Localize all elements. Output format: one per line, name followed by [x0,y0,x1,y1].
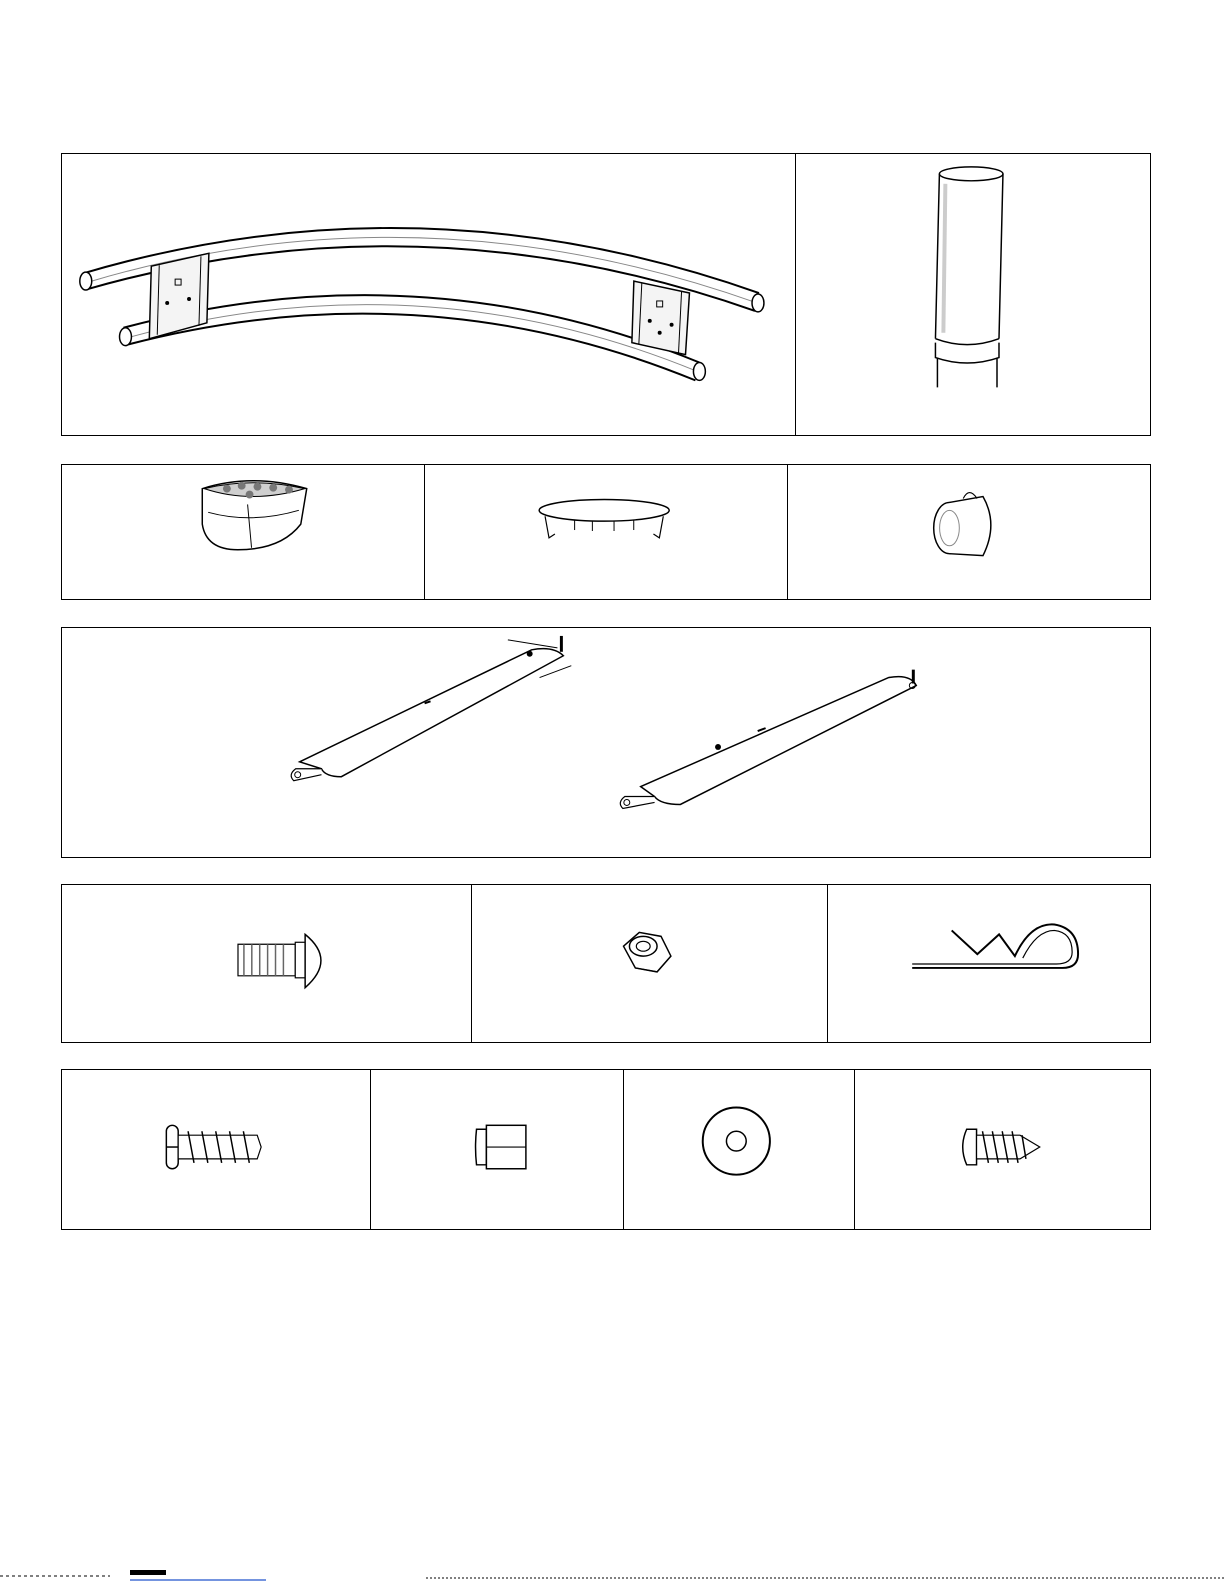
part-cell-lock-nut [471,885,826,1042]
parts-row-5 [61,1069,1151,1230]
r-pin-clip-icon [828,885,1150,1042]
machine-screw-icon [62,1070,370,1229]
washer-icon [624,1070,854,1229]
foam-sleeve-clamp-icon [788,465,1150,599]
part-cell-tapping-screw [854,1070,1150,1229]
leg-tube-icon [796,154,1150,435]
part-cell-pole-cap [424,465,786,599]
part-cell-r-pin [827,885,1150,1042]
part-cell-washer [623,1070,854,1229]
part-cell-carriage-bolt [62,885,471,1042]
part-cell-machine-screw [62,1070,370,1229]
carriage-bolt-icon [62,885,471,1042]
parts-row-1 [61,153,1151,436]
part-cell-foot-cap [62,465,424,599]
support-bars-icon [62,628,1150,857]
self-tapping-screw-icon [855,1070,1150,1229]
foot-cap-icon [62,465,424,599]
parts-row-3 [61,627,1151,858]
cap-nut-icon [371,1070,623,1229]
part-cell-curved-frame [62,154,795,435]
page-footer-rule [0,1566,1225,1585]
part-cell-support-bars [62,628,1150,857]
curved-frame-rail-icon [62,154,795,435]
part-cell-cap-nut [370,1070,623,1229]
lock-nut-icon [472,885,826,1042]
parts-row-4 [61,884,1151,1043]
part-cell-leg-tube [795,154,1150,435]
parts-row-2 [61,464,1151,600]
pole-cap-icon [425,465,786,599]
part-cell-clamp [787,465,1150,599]
